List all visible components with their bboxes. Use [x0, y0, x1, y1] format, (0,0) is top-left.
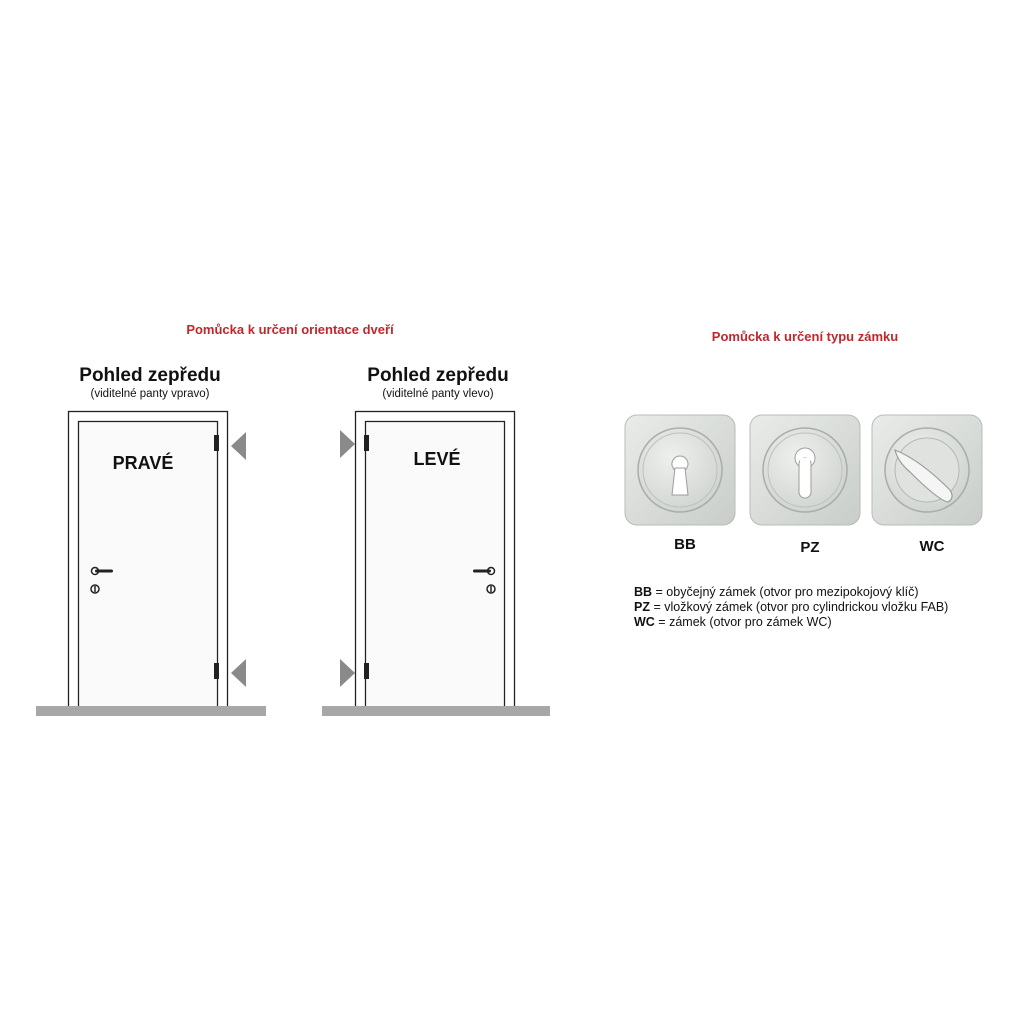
right-door-label: PRAVÉ — [112, 453, 174, 473]
legend-text: = obyčejný zámek (otvor pro mezipokojový klíč) — [652, 585, 919, 599]
arrow-left-icon — [228, 430, 250, 462]
legend-row — [634, 585, 948, 600]
hinge-icon — [214, 435, 219, 451]
legend-code: WC — [634, 615, 655, 629]
hinge-icon — [364, 663, 369, 679]
legend-row — [634, 615, 948, 630]
lock-legend — [634, 585, 948, 630]
left-door-label: LEVÉ — [413, 449, 461, 469]
legend-code: BB — [634, 585, 653, 599]
lock-type-label-wc: WC — [919, 538, 945, 555]
left-door-title: Pohled zepředu — [367, 365, 509, 386]
door-section-heading: Pomůcka k určení orientace dveří — [186, 322, 394, 337]
keyhole-rosette-icon — [625, 415, 735, 525]
floor-line — [36, 706, 266, 716]
wc-turn-rosette-icon — [872, 415, 982, 525]
legend-text: = zámek (otvor pro zámek WC) — [654, 615, 832, 629]
hinge-icon — [214, 663, 219, 679]
arrow-left-icon — [228, 657, 250, 689]
handle-lever-icon — [473, 570, 491, 573]
left-door-subtitle: (viditelné panty vlevo) — [382, 388, 494, 400]
legend-row — [634, 600, 948, 615]
cylinder-rosette-icon — [750, 415, 860, 525]
right-door-title: Pohled zepředu — [79, 365, 221, 386]
handle-lever-icon — [95, 570, 113, 573]
lock-type-label-pz: PZ — [800, 539, 820, 556]
legend-code: PZ — [634, 600, 650, 614]
lock-rosettes — [620, 410, 990, 532]
lock-type-label-bb: BB — [674, 536, 696, 553]
legend-text: = vložkový zámek (otvor pro cylindrickou vložku FAB) — [649, 600, 949, 614]
right-door-subtitle: (viditelné panty vpravo) — [90, 388, 210, 400]
hinge-icon — [364, 435, 369, 451]
floor-line — [322, 706, 550, 716]
lock-section-heading: Pomůcka k určení typu zámku — [711, 329, 899, 344]
